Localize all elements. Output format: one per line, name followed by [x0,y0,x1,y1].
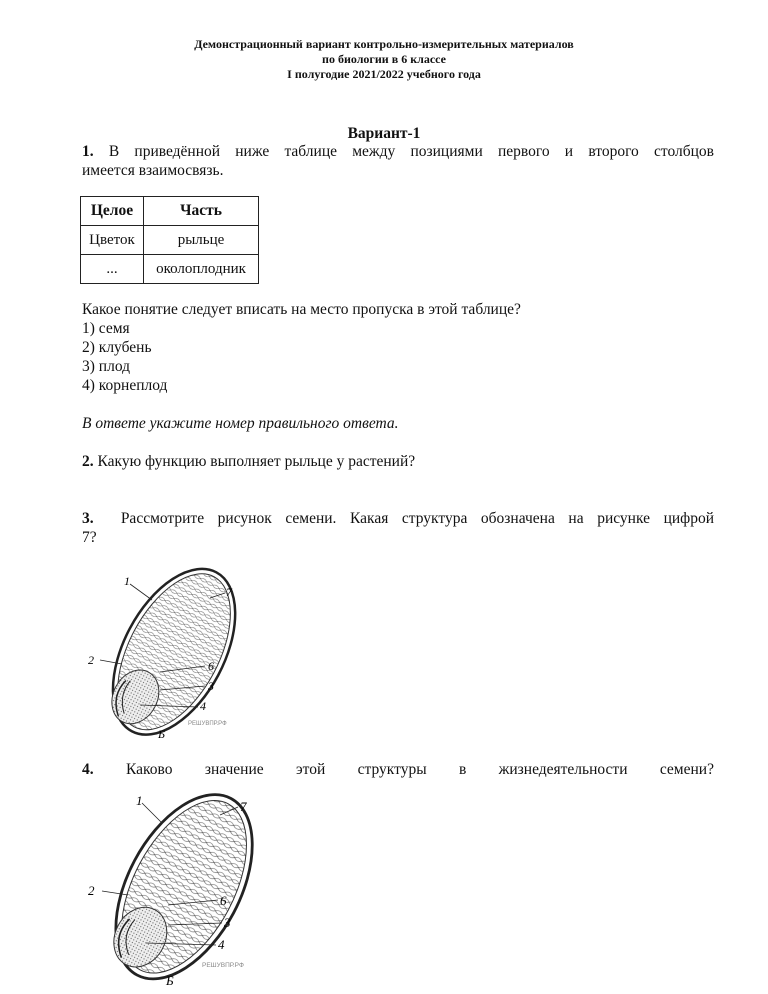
q4-word: этой [296,761,326,778]
seed-figure-2 [80,785,280,990]
q4-word: значение [204,761,264,778]
q3-number: 3. [82,510,94,527]
q2-text: Какую функцию выполняет рыльце у растений? [97,453,416,470]
doc-header-line3: I полугодие 2021/2022 учебного года [287,67,481,81]
q3-text-line1 [82,509,714,528]
q1-text-line2: имеется взаимосвязь. [82,162,224,179]
doc-header-line2: по биологии в 6 классе [322,52,446,66]
table-header-part: Часть [144,197,259,226]
q1-option-4: 4) корнеплод [82,377,168,394]
fig1-label-3: 3 [208,679,214,693]
fig1-watermark: РЕШУВПР.РФ [188,721,227,727]
fig2-label-7: 7 [240,799,247,814]
q2-number: 2. [82,453,94,470]
fig2-label-4: 4 [218,937,225,952]
fig1-letter: Б [158,727,166,741]
fig1-label-6: 6 [208,659,214,673]
q3-text: Рассмотрите рисунок семени. Какая структура обозначена на рисунке цифрой [120,510,714,527]
table-header-whole: Целое [81,197,144,226]
fig2-label-1: 1 [136,793,143,808]
variant-title: Вариант-1 [347,125,421,142]
table-cell: Цветок [81,226,144,255]
doc-header-line1: Демонстрационный вариант контрольно-измерительных материалов [194,37,574,51]
q4-number: 4. [82,761,94,778]
q1-option-3: 3) плод [82,358,131,375]
q4-text-line [82,760,714,779]
fig2-label-3: 3 [224,915,231,930]
q4-word: Каково [125,761,173,778]
q4-word: в [458,761,467,778]
q3-text-line2: 7? [82,529,97,546]
q1-question: Какое понятие следует вписать на место пропуска в этой таблице? [82,301,521,318]
fig1-label-7: 7 [226,585,232,599]
fig2-label-6: 6 [220,893,227,908]
fig2-label-2: 2 [88,883,95,898]
q2-text-line [82,452,415,471]
q1-instruction: В ответе укажите номер правильного ответа. [82,415,399,432]
fig1-label-2: 2 [88,653,94,667]
q1-option-2: 2) клубень [82,339,152,356]
table-cell: околоплодник [144,255,259,284]
q4-word: семени? [659,761,714,778]
table-cell: рыльце [144,226,259,255]
fig1-label-4: 4 [200,699,206,713]
fig2-watermark: РЕШУВПР.РФ [202,962,244,969]
table-cell: ... [81,255,144,284]
q4-word: жизнедеятельности [498,761,628,778]
seed-figure-1 [80,560,260,745]
q4-word: структуры [357,761,427,778]
q1-text: В приведённой ниже таблице между позициями первого и второго столбцов [108,143,714,160]
q1-table [80,196,259,284]
q1-number: 1. [82,143,94,160]
fig2-letter: Б [166,973,174,988]
fig1-label-1: 1 [124,574,130,588]
q1-option-1: 1) семя [82,320,130,337]
q1-text-line1 [82,142,714,161]
